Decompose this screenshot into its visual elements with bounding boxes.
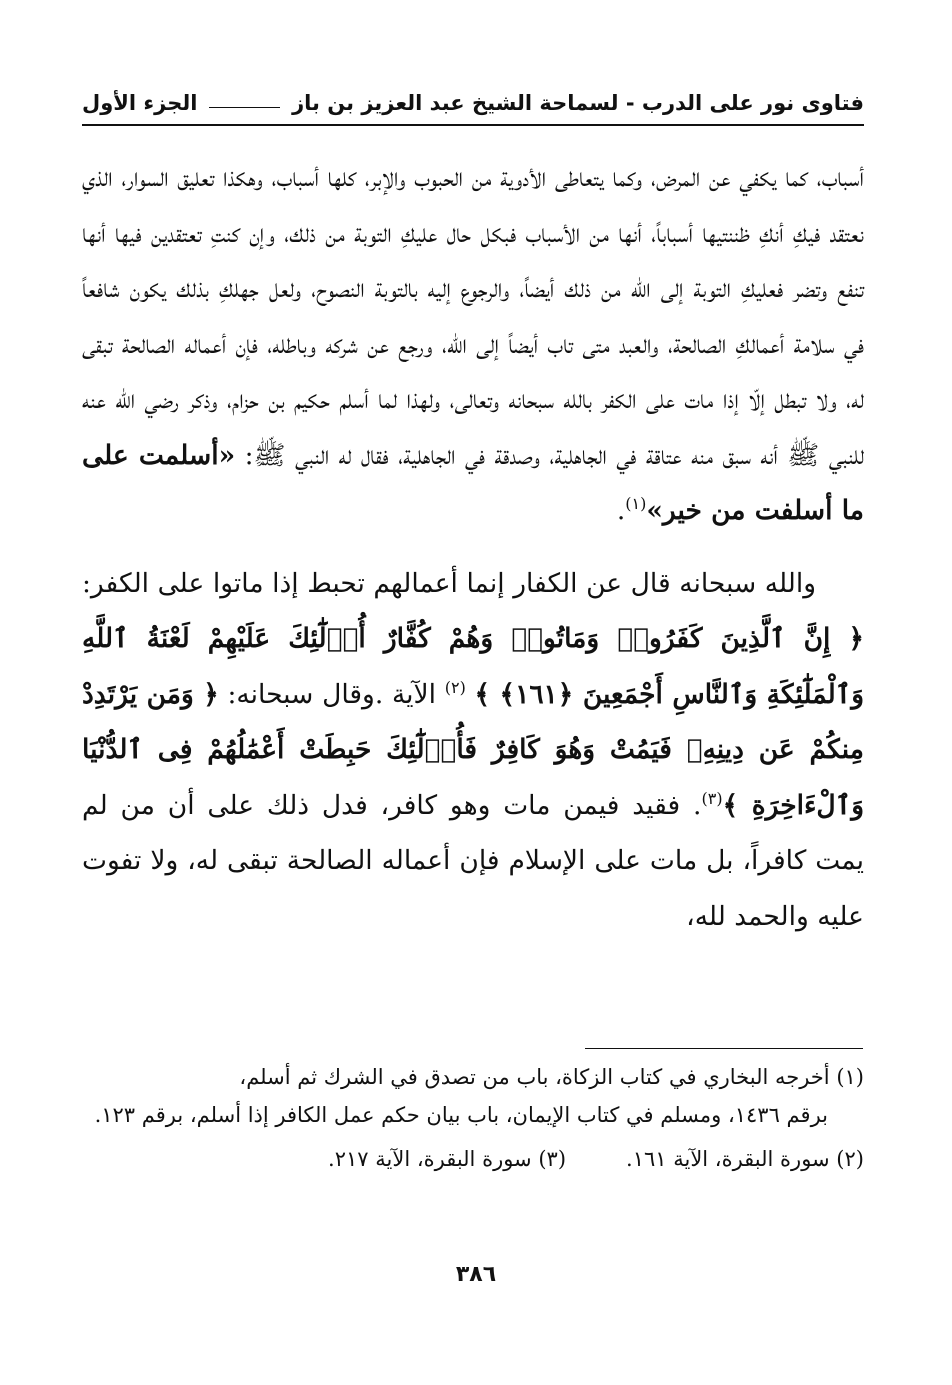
para-1-line-9: رضي الله عنه للنبي ﷺ أنه سبق منه عتاقة في الجاهلية، وصدقة في [82,384,864,471]
para-1-line-8: الكفر بالله سبحانه وتعالى، ولهذا لما أسلم حكيم بن حزام، وذكر [188,384,637,415]
footnote-2: (٢) سورة البقرة، الآية ١٦١. [626,1147,864,1171]
book-title: فتاوى نور على الدرب - لسماحة الشيخ عبد العزيز بن باز [292,91,864,115]
footnote-1 [82,1058,864,1134]
footnote-ref-1[interactable]: (١) [625,494,647,514]
quran-verse-2: ﴿ وَمَن يَرْتَدِدْ مِنكُمْ عَن دِينِهِۦ فَيَمُتْ وَهُوَ كَافِرٌ فَأُو۟لَٰٓئِكَ حَبِطَتْ أَعْمَٰلُهُمْ فِى ٱلدُّنْيَا وَٱلْءَاخِرَةِ ﴾ [82,678,865,821]
para-1-line-7: شركه وباطله، فإن أعماله الصالحة تبقى له، ولا تبطل إلّا إذا مات على [82,328,864,415]
footnote-1-number: (١) [836,1065,864,1089]
volume-label: الجزء الأول [82,91,198,115]
footnote-3: (٣) سورة البقرة، الآية ٢١٧. [328,1147,567,1171]
para-1-line-2: والإبر، كلها أسباب، وهكذا تعليق السوار، الذي نعتقد فيكِ أنكِ [82,162,864,249]
paragraph-2 [82,556,864,945]
footnote-ref-3[interactable]: (٣) [701,788,723,808]
page-number: ٣٨٦ [455,1262,497,1287]
para-1-line-6: سلامة أعمالكِ الصالحة، والعبد متى تاب أيضاً إلى الله، ورجع عن [367,328,835,360]
body-text [82,150,864,944]
para-2-end: . فقيد فيمن مات وهو كافر، فدل ذلك على أن من لم يمت كافراً، بل مات على الإسلام فإن أعماله الصالحة تبقى له، ولا تفوت عليه والحمد لله، [82,789,864,932]
para-2-intro: والله سبحانه قال عن الكفار إنما أعمالهم تحبط إذا ماتوا على الكفر: [82,567,816,599]
header-rule [209,107,280,108]
footnotes [82,1058,864,1178]
para-2-mid: الآية .وقال سبحانه: [218,678,445,710]
hadith-quote: «أسلمت على ما أسلفت من خير» [82,439,864,526]
para-1-line-10: الجاهلية، فقال له النبي ﷺ: [235,439,456,471]
paragraph-1 [82,150,864,539]
para-1-line-1: أسباب، كما يكفي عن المرض، وكما يتعاطى الأدوية من الحبوب [414,162,864,193]
para-1-line-3: ظننتيها أسباباً، أنها من الأسباب فبكل حال عليكِ التوبة من ذلك، وإن [249,217,750,249]
quran-verse-1: ﴿ إِنَّ ٱلَّذِينَ كَفَرُوا۟ وَمَاتُوا۟ وَهُمْ كُفَّارٌ أُو۟لَٰٓئِكَ عَلَيْهِمْ لَعْنَةُ ٱللَّهِ وَٱلْمَلَٰٓئِكَةِ وَٱلنَّاسِ أَجْمَعِينَ ﴿١٦١﴾ ﴾ [82,623,864,710]
running-header [82,82,864,126]
para-1-end: . [616,495,626,526]
footnote-ref-2[interactable]: (٢) [444,677,466,697]
footnote-row [82,1140,864,1178]
para-1-line-4: كنتِ تعتقدين فيها أنها تنفع وتضر فعليكِ التوبة إلى الله من ذلك أيضاً، [82,217,864,304]
footnote-1-text: أخرجه البخاري في كتاب الزكاة، باب من تصدق في الشرك ثم أسلم، [239,1065,830,1089]
para-1-line-5: والرجوع إليه بالتوبة النصوح، ولعل جهلكِ بذلك يكون شافعاً في [82,273,864,360]
footnote-1-continuation: برقم ١٤٣٦، ومسلم في كتاب الإيمان، باب بيان حكم عمل الكافر إذا أسلم، برقم ١٢٣. [94,1103,828,1127]
footnote-divider [585,1048,863,1049]
